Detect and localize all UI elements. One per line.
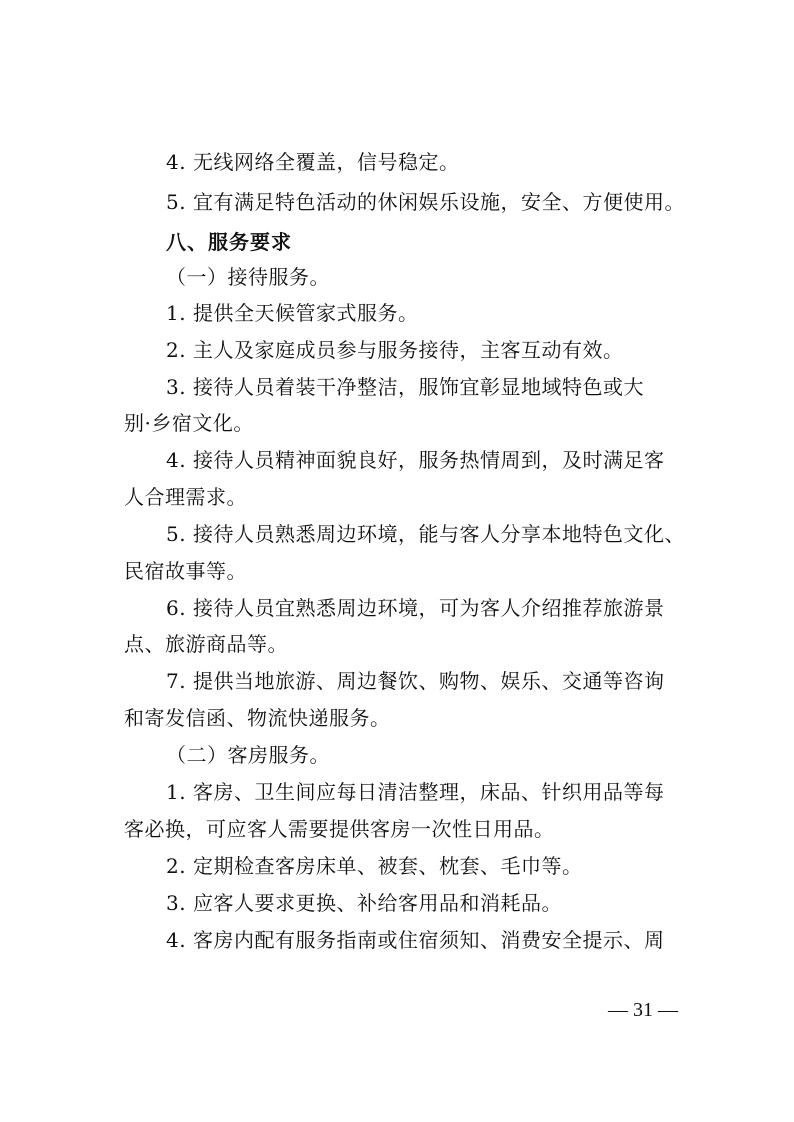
- subsection-heading: （二）客房服务。: [166, 743, 330, 767]
- text-line: 6. 接待人员宜熟悉周边环境，可为客人介绍推荐旅游景: [166, 596, 665, 620]
- text-line: 3. 接待人员着装干净整洁，服饰宜彰显地域特色或大: [166, 375, 644, 399]
- text-line: 4. 无线网络全覆盖，信号稳定。: [166, 150, 460, 174]
- text-line: 1. 客房、卫生间应每日清洁整理，床品、针织用品等每: [166, 780, 665, 804]
- subsection-heading: （一）接待服务。: [166, 265, 330, 289]
- text-line: 2. 定期检查客房床单、被套、枕套、毛巾等。: [166, 854, 583, 878]
- text-line: 3. 应客人要求更换、补给客用品和消耗品。: [166, 891, 562, 915]
- text-line: 2. 主人及家庭成员参与服务接待，主客互动有效。: [166, 338, 624, 362]
- text-line: 7. 提供当地旅游、周边餐饮、购物、娱乐、交通等咨询: [166, 669, 665, 693]
- text-line: 4. 接待人员精神面貌良好，服务热情周到，及时满足客: [166, 448, 665, 472]
- text-line: 1. 提供全天候管家式服务。: [166, 301, 419, 325]
- text-line: 别·乡宿文化。: [124, 411, 254, 435]
- text-line: 人合理需求。: [124, 485, 247, 509]
- text-line: 5. 宜有满足特色活动的休闲娱乐设施，安全、方便使用。: [166, 190, 685, 214]
- text-line: 客必换，可应客人需要提供客房一次性日用品。: [124, 817, 555, 841]
- text-line: 和寄发信函、物流快递服务。: [124, 706, 391, 730]
- text-line: 民宿故事等。: [124, 559, 247, 583]
- page-number: — 31 —: [608, 999, 678, 1021]
- text-line: 5. 接待人员熟悉周边环境，能与客人分享本地特色文化、: [166, 522, 685, 546]
- section-heading: 八、服务要求: [166, 230, 292, 254]
- text-line: 4. 客房内配有服务指南或住宿须知、消费安全提示、周: [166, 928, 665, 952]
- text-line: 点、旅游商品等。: [124, 632, 288, 656]
